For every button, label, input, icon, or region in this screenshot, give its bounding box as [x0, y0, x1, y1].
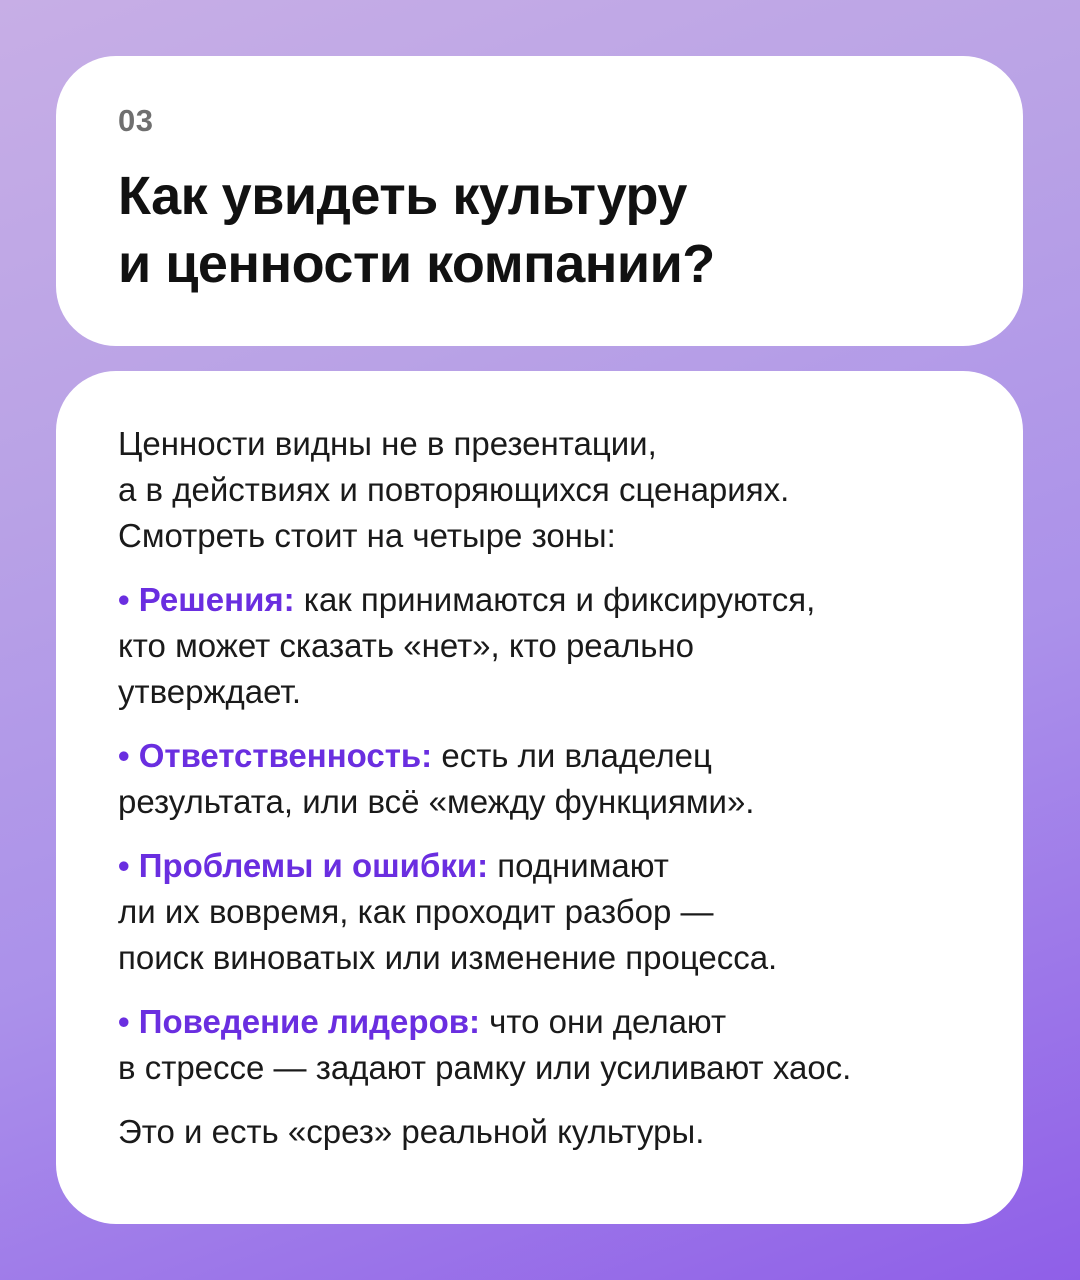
bullet-line: результата, или всё «между функциями». [118, 783, 755, 820]
content-card [56, 371, 1023, 1224]
bullet-text: есть ли владелец [432, 737, 712, 774]
bullet-term: Проблемы и ошибки: [138, 847, 489, 884]
bullet-line: кто может сказать «нет», кто реально [118, 627, 695, 664]
bullet-text: как принимаются и фиксируются, [294, 581, 816, 618]
bullet-text: поднимают [488, 847, 669, 884]
intro-line: а в действиях и повторяющихся сценариях. [118, 471, 790, 508]
bullet-line: поиск виноватых или изменение процесса. [118, 939, 778, 976]
bullet-first-line [118, 843, 983, 889]
bullet-first-line [118, 577, 983, 623]
title-line: Как увидеть культуру [118, 166, 687, 226]
bullet-leaders [118, 999, 983, 1091]
bullet-decisions [118, 577, 983, 715]
bullet-marker: • [118, 1003, 139, 1040]
slide-number: 03 [118, 103, 154, 138]
bullet-term: Ответственность: [138, 737, 433, 774]
bullet-line: утверждает. [118, 673, 302, 710]
bullet-marker: • [118, 737, 139, 774]
intro-line: Ценности видны не в презентации, [118, 425, 657, 462]
intro-paragraph [118, 421, 983, 559]
bullet-term: Решения: [138, 581, 295, 618]
bullet-first-line [118, 733, 983, 779]
bullet-line: в стрессе — задают рамку или усиливают хаос. [118, 1049, 852, 1086]
bullet-line: ли их вовремя, как проходит разбор — [118, 893, 714, 930]
bullet-problems [118, 843, 983, 981]
header-card [56, 56, 1023, 346]
bullet-first-line [118, 999, 983, 1045]
bullet-marker: • [118, 847, 139, 884]
page-title [118, 162, 1023, 298]
bullet-text: что они делают [480, 1003, 727, 1040]
intro-line: Смотреть стоит на четыре зоны: [118, 517, 616, 554]
title-line: и ценности компании? [118, 234, 715, 294]
bullet-term: Поведение лидеров: [138, 1003, 480, 1040]
outro-paragraph: Это и есть «срез» реальной культуры. [118, 1113, 705, 1150]
bullet-responsibility [118, 733, 983, 825]
bullet-marker: • [118, 581, 139, 618]
